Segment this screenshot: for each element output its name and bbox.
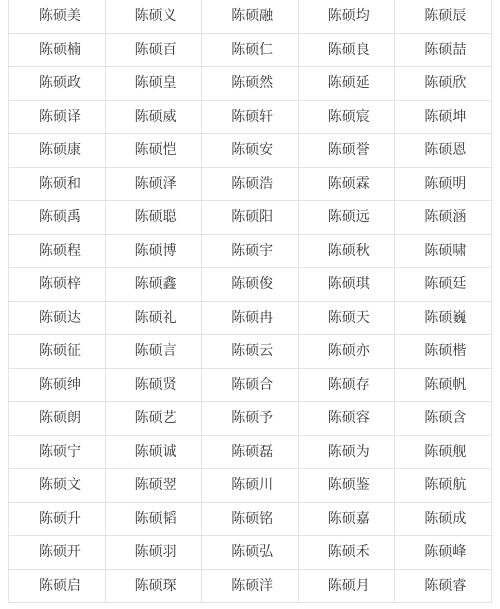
name-cell: 陈硕川	[202, 469, 299, 503]
name-cell: 陈硕含	[395, 402, 492, 436]
name-cell: 陈硕礼	[105, 301, 202, 335]
name-cell: 陈硕宸	[298, 100, 395, 134]
table-row	[9, 234, 492, 268]
table-row	[9, 167, 492, 201]
name-cell: 陈硕楠	[9, 33, 106, 67]
name-cell: 陈硕坤	[395, 100, 492, 134]
name-cell: 陈硕月	[298, 569, 395, 603]
name-cell: 陈硕轩	[202, 100, 299, 134]
name-cell: 陈硕融	[202, 0, 299, 33]
name-cell: 陈硕美	[9, 0, 106, 33]
table-row	[9, 569, 492, 603]
name-cell: 陈硕远	[298, 201, 395, 235]
name-cell: 陈硕亦	[298, 335, 395, 369]
name-cell: 陈硕艺	[105, 402, 202, 436]
name-cell: 陈硕聪	[105, 201, 202, 235]
name-cell: 陈硕秋	[298, 234, 395, 268]
table-row	[9, 201, 492, 235]
name-cell: 陈硕睿	[395, 569, 492, 603]
name-cell: 陈硕冉	[202, 301, 299, 335]
name-cell: 陈硕政	[9, 67, 106, 101]
name-cell: 陈硕鑫	[105, 268, 202, 302]
name-cell: 陈硕开	[9, 536, 106, 570]
name-cell: 陈硕威	[105, 100, 202, 134]
name-cell: 陈硕合	[202, 368, 299, 402]
name-cell: 陈硕洋	[202, 569, 299, 603]
name-cell: 陈硕文	[9, 469, 106, 503]
name-cell: 陈硕俊	[202, 268, 299, 302]
name-cell: 陈硕啸	[395, 234, 492, 268]
name-cell: 陈硕和	[9, 167, 106, 201]
names-table-body	[9, 0, 492, 603]
table-row	[9, 368, 492, 402]
name-cell: 陈硕存	[298, 368, 395, 402]
table-row	[9, 402, 492, 436]
name-cell: 陈硕琪	[298, 268, 395, 302]
name-cell: 陈硕铭	[202, 502, 299, 536]
name-cell: 陈硕延	[298, 67, 395, 101]
name-cell: 陈硕泽	[105, 167, 202, 201]
name-cell: 陈硕韬	[105, 502, 202, 536]
name-cell: 陈硕琛	[105, 569, 202, 603]
name-cell: 陈硕诚	[105, 435, 202, 469]
name-cell: 陈硕仁	[202, 33, 299, 67]
table-row	[9, 268, 492, 302]
name-cell: 陈硕喆	[395, 33, 492, 67]
table-row	[9, 536, 492, 570]
name-cell: 陈硕皇	[105, 67, 202, 101]
name-cell: 陈硕康	[9, 134, 106, 168]
name-cell: 陈硕恩	[395, 134, 492, 168]
name-cell: 陈硕博	[105, 234, 202, 268]
name-cell: 陈硕明	[395, 167, 492, 201]
table-row	[9, 100, 492, 134]
name-cell: 陈硕廷	[395, 268, 492, 302]
name-cell: 陈硕嘉	[298, 502, 395, 536]
name-cell: 陈硕禹	[9, 201, 106, 235]
name-cell: 陈硕霖	[298, 167, 395, 201]
name-cell: 陈硕浩	[202, 167, 299, 201]
name-cell: 陈硕宁	[9, 435, 106, 469]
name-cell: 陈硕翌	[105, 469, 202, 503]
name-cell: 陈硕欣	[395, 67, 492, 101]
names-table	[8, 0, 492, 603]
name-cell: 陈硕磊	[202, 435, 299, 469]
table-row	[9, 435, 492, 469]
name-cell: 陈硕义	[105, 0, 202, 33]
table-row	[9, 335, 492, 369]
name-cell: 陈硕安	[202, 134, 299, 168]
table-row	[9, 67, 492, 101]
name-cell: 陈硕程	[9, 234, 106, 268]
name-cell: 陈硕舰	[395, 435, 492, 469]
name-cell: 陈硕天	[298, 301, 395, 335]
name-cell: 陈硕鉴	[298, 469, 395, 503]
name-cell: 陈硕达	[9, 301, 106, 335]
name-cell: 陈硕恺	[105, 134, 202, 168]
name-cell: 陈硕启	[9, 569, 106, 603]
name-cell: 陈硕朗	[9, 402, 106, 436]
name-cell: 陈硕峰	[395, 536, 492, 570]
name-cell: 陈硕征	[9, 335, 106, 369]
name-cell: 陈硕予	[202, 402, 299, 436]
name-cell: 陈硕阳	[202, 201, 299, 235]
name-cell: 陈硕巍	[395, 301, 492, 335]
table-row	[9, 301, 492, 335]
name-cell: 陈硕禾	[298, 536, 395, 570]
name-cell: 陈硕绅	[9, 368, 106, 402]
table-row	[9, 0, 492, 33]
name-cell: 陈硕梓	[9, 268, 106, 302]
name-cell: 陈硕帆	[395, 368, 492, 402]
table-row	[9, 469, 492, 503]
name-cell: 陈硕成	[395, 502, 492, 536]
name-cell: 陈硕百	[105, 33, 202, 67]
name-cell: 陈硕弘	[202, 536, 299, 570]
name-cell: 陈硕然	[202, 67, 299, 101]
name-cell: 陈硕均	[298, 0, 395, 33]
name-cell: 陈硕贤	[105, 368, 202, 402]
name-cell: 陈硕宇	[202, 234, 299, 268]
table-row	[9, 502, 492, 536]
name-cell: 陈硕涵	[395, 201, 492, 235]
name-cell: 陈硕航	[395, 469, 492, 503]
table-row	[9, 134, 492, 168]
name-cell: 陈硕羽	[105, 536, 202, 570]
name-cell: 陈硕言	[105, 335, 202, 369]
name-cell: 陈硕译	[9, 100, 106, 134]
name-cell: 陈硕为	[298, 435, 395, 469]
name-cell: 陈硕云	[202, 335, 299, 369]
name-cell: 陈硕良	[298, 33, 395, 67]
name-cell: 陈硕辰	[395, 0, 492, 33]
name-cell: 陈硕楷	[395, 335, 492, 369]
name-cell: 陈硕誉	[298, 134, 395, 168]
table-row	[9, 33, 492, 67]
name-cell: 陈硕升	[9, 502, 106, 536]
name-cell: 陈硕容	[298, 402, 395, 436]
